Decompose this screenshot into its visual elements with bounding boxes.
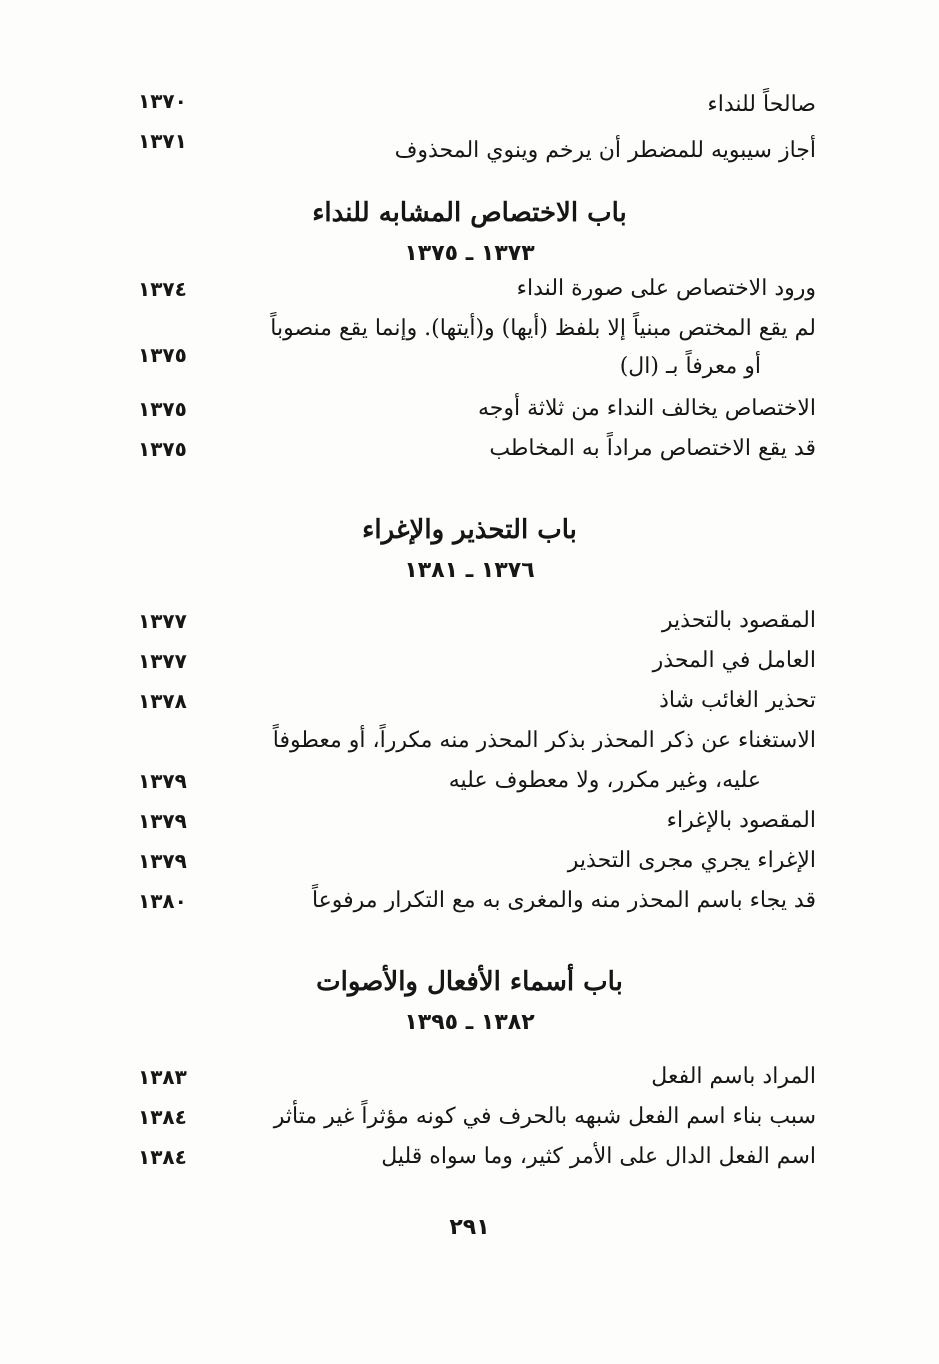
- entry-page-number: ١٣٧٥: [138, 397, 187, 421]
- entry-text: قد يقع الاختصاص مراداً به المخاطب: [489, 436, 816, 461]
- entry-text: الإغراء يجري مجرى التحذير: [567, 848, 816, 873]
- entry-text: ورود الاختصاص على صورة النداء: [516, 276, 816, 301]
- entry-text: الاستغناء عن ذكر المحذر بذكر المحذر منه مكرراً، أو معطوفاً: [272, 728, 816, 753]
- entry-text: لم يقع المختص مبنياً إلا بلفظ (أيها) و(أيتها). وإنما يقع منصوباً: [270, 316, 816, 341]
- entry-page-number: ١٣٧٩: [138, 769, 187, 793]
- entry-page-number: ١٣٨٠: [138, 889, 187, 913]
- entry-text-continuation: أو معرفاً بـ (ال): [619, 354, 761, 379]
- section-page-range: ١٣٧٦ ـ ١٣٨١: [404, 558, 535, 583]
- section-title: باب الاختصاص المشابه للنداء: [312, 198, 627, 228]
- section-title: باب أسماء الأفعال والأصوات: [316, 967, 623, 997]
- entry-text-continuation: عليه، وغير مكرر، ولا معطوف عليه: [448, 768, 761, 793]
- entry-text: صالحاً للنداء: [707, 92, 816, 117]
- entry-text: العامل في المحذر: [652, 648, 816, 673]
- entry-page-number: ١٣٧٧: [138, 649, 187, 673]
- entry-page-number: ١٣٧٩: [138, 809, 187, 833]
- entry-text: سبب بناء اسم الفعل شبهه بالحرف في كونه مؤثراً غير متأثر: [273, 1104, 816, 1129]
- entry-page-number: ١٣٧٥: [138, 343, 187, 367]
- entry-page-number: ١٣٨٤: [138, 1105, 187, 1129]
- entry-text: المقصود بالإغراء: [666, 808, 816, 833]
- section-page-range: ١٣٧٣ ـ ١٣٧٥: [404, 241, 535, 266]
- entry-text: تحذير الغائب شاذ: [659, 688, 816, 713]
- page-number: ٢٩١: [449, 1215, 490, 1240]
- entry-text: الاختصاص يخالف النداء من ثلاثة أوجه: [477, 396, 816, 421]
- entry-page-number: ١٣٧٠: [138, 89, 187, 113]
- entry-page-number: ١٣٧١: [138, 129, 187, 153]
- entry-text: قد يجاء باسم المحذر منه والمغرى به مع التكرار مرفوعاً: [311, 888, 816, 913]
- entry-text: اسم الفعل الدال على الأمر كثير، وما سواه قليل: [381, 1144, 816, 1169]
- entry-page-number: ١٣٨٤: [138, 1145, 187, 1169]
- entry-text: المقصود بالتحذير: [661, 608, 816, 633]
- entry-page-number: ١٣٧٥: [138, 437, 187, 461]
- entry-page-number: ١٣٧٨: [138, 689, 187, 713]
- entry-text: أجاز سيبويه للمضطر أن يرخم وينوي المحذوف: [394, 138, 816, 163]
- section-title: باب التحذير والإغراء: [362, 515, 577, 545]
- entry-page-number: ١٣٨٣: [138, 1065, 187, 1089]
- entry-page-number: ١٣٧٧: [138, 609, 187, 633]
- entry-page-number: ١٣٧٤: [138, 277, 187, 301]
- entry-text: المراد باسم الفعل: [651, 1064, 816, 1089]
- entry-page-number: ١٣٧٩: [138, 849, 187, 873]
- section-page-range: ١٣٨٢ ـ ١٣٩٥: [404, 1010, 535, 1035]
